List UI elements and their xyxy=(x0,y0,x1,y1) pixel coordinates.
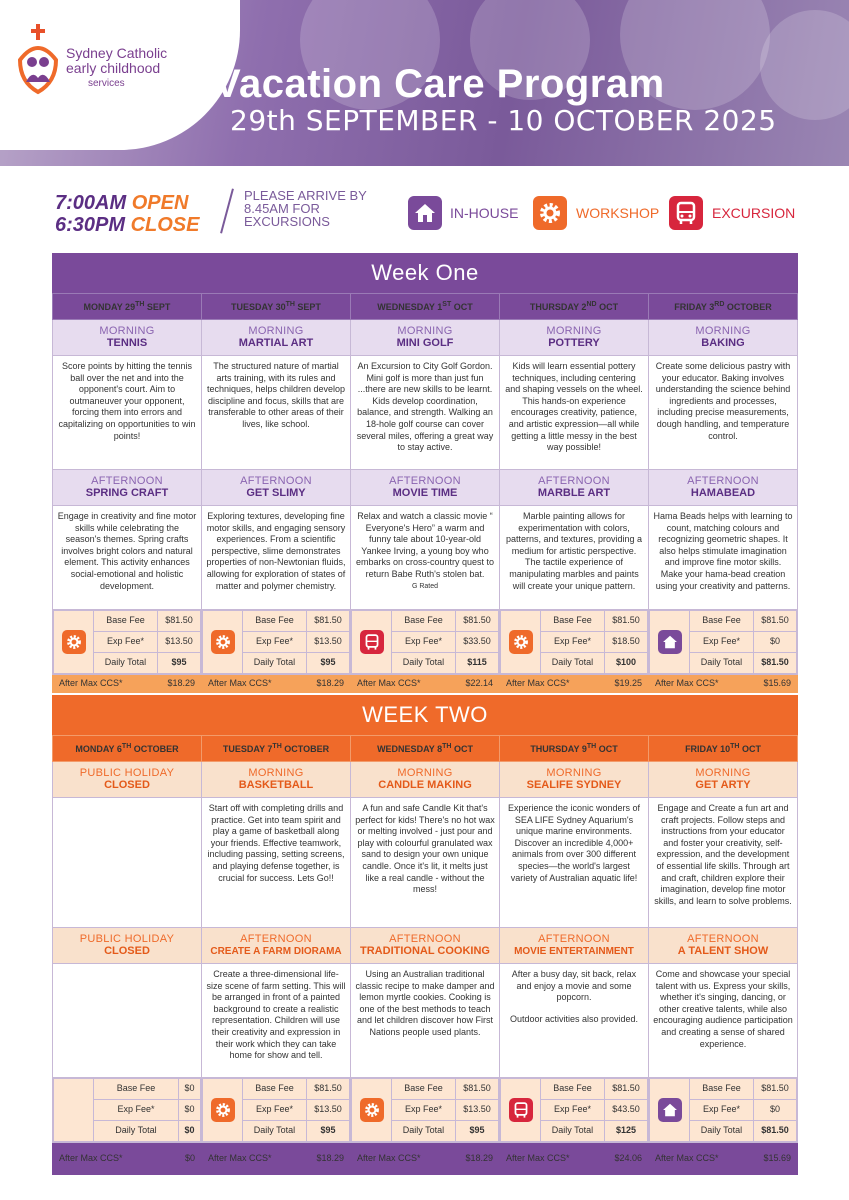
after-max-cell xyxy=(202,675,351,693)
slot-label: MORNING xyxy=(397,324,453,337)
day-name: FRIDAY 10 xyxy=(685,744,731,755)
arrival-note-line: PLEASE ARRIVE BY xyxy=(244,188,367,203)
activity-name: MARBLE ART xyxy=(537,486,611,499)
slot-label: MORNING xyxy=(99,324,155,337)
day-name: THURSDAY 2 xyxy=(529,302,587,313)
bus-icon xyxy=(673,200,699,226)
day-header xyxy=(53,736,202,762)
week-two-afternoon-row xyxy=(53,928,798,964)
slot-label: AFTERNOON xyxy=(538,932,610,945)
week-one-after-max-row xyxy=(53,675,798,693)
house-icon xyxy=(658,630,682,654)
fee-icon-cell xyxy=(203,1079,243,1142)
week-two-fee-row xyxy=(53,1078,798,1143)
activity-name: POTTERY xyxy=(548,336,600,349)
after-max-label: After Max CCS* xyxy=(59,1152,123,1163)
daily-total-value: $95 xyxy=(306,1121,349,1142)
day-suffix: ND xyxy=(586,301,597,309)
slot-label: MORNING xyxy=(546,766,602,779)
activity-description xyxy=(53,798,202,928)
day-suffix: TH xyxy=(272,743,282,751)
base-fee-label: Base Fee xyxy=(690,1079,754,1100)
base-fee-label: Base Fee xyxy=(392,611,456,632)
fee-block xyxy=(202,1078,351,1143)
base-fee-value: $81.50 xyxy=(604,611,647,632)
fee-table xyxy=(53,610,201,674)
activity-name: MOVIE ENTERTAINMENT xyxy=(514,945,634,957)
exp-fee-label: Exp Fee* xyxy=(392,632,456,653)
morning-slot xyxy=(649,762,798,798)
after-max-label: After Max CCS* xyxy=(208,1152,272,1163)
exp-fee-label: Exp Fee* xyxy=(94,632,158,653)
fee-block xyxy=(53,610,202,675)
after-max-value: $18.29 xyxy=(316,677,344,688)
fee-block xyxy=(500,1078,649,1143)
day-suffix: RD xyxy=(714,301,725,309)
morning-slot xyxy=(500,762,649,798)
day-name: MONDAY 6 xyxy=(75,744,122,755)
fee-block xyxy=(53,1078,202,1143)
after-max-cell xyxy=(351,675,500,693)
exp-fee-value: $13.50 xyxy=(157,632,200,653)
afternoon-slot xyxy=(53,470,202,506)
base-fee-value: $81.50 xyxy=(455,1079,498,1100)
legend-workshop-label: WORKSHOP xyxy=(576,205,660,221)
activity-name: BAKING xyxy=(701,336,745,349)
activity-description xyxy=(53,964,202,1078)
base-fee-value: $81.50 xyxy=(753,1079,796,1100)
fee-icon-cell xyxy=(54,611,94,674)
day-month: OCTOBER xyxy=(281,744,330,755)
day-header xyxy=(649,736,798,762)
close-time: 6:30PM xyxy=(55,214,126,236)
day-name: TUESDAY 30 xyxy=(231,302,286,313)
legend-excursion-label: EXCURSION xyxy=(712,205,796,221)
open-time: 7:00AM xyxy=(55,192,127,214)
gear-icon xyxy=(211,1098,235,1122)
day-suffix: TH xyxy=(285,301,295,309)
day-month: OCT xyxy=(596,744,618,755)
day-header xyxy=(649,294,798,320)
activity-description xyxy=(351,506,500,610)
slot-label: MORNING xyxy=(248,766,304,779)
activity-description-text: Relax and watch a classic movie “ Everyone's Hero” a warm and funny tale about 10-year-old Yankee Irving, a young boy who embarks on cross-country quest to return Babe Ruth's stolen bat. xyxy=(355,511,495,579)
day-month: OCTOBER xyxy=(131,744,179,755)
day-name: TUESDAY 7 xyxy=(222,744,273,755)
fee-icon-cell xyxy=(352,1079,392,1142)
week-one-table xyxy=(52,293,798,693)
afternoon-slot xyxy=(351,470,500,506)
slot-label: MORNING xyxy=(695,766,751,779)
base-fee-value: $81.50 xyxy=(306,611,349,632)
bus-icon xyxy=(509,1098,533,1122)
base-fee-label: Base Fee xyxy=(243,1079,307,1100)
activity-name: TENNIS xyxy=(106,336,148,349)
base-fee-value: $81.50 xyxy=(604,1079,647,1100)
base-fee-label: Base Fee xyxy=(690,611,754,632)
slot-label: AFTERNOON xyxy=(687,474,759,487)
daily-total-label: Daily Total xyxy=(243,1121,307,1142)
activity-description: An Excursion to City Golf Gordon. Mini golf is more than just fun ...there are new skills to be learnt. Kids develop coordination, balance, and strength. Walking an 18-hole golf course can cover several miles, offering a great way to stay active. xyxy=(351,356,500,470)
activity-name: MOVIE TIME xyxy=(392,486,458,499)
day-header xyxy=(202,294,351,320)
day-suffix: ST xyxy=(442,301,452,309)
activity-description: Create a three-dimensional life-size scene of farm setting. This will be arranged in front of a painted background to create a realistic representation. Children will use their creativity and expression in their work which they can take home for show and tell. xyxy=(202,964,351,1078)
day-name: WEDNESDAY 1 xyxy=(377,302,443,313)
day-month: OCT xyxy=(739,744,761,755)
exp-fee-value: $43.50 xyxy=(604,1100,647,1121)
gear-icon xyxy=(360,1098,384,1122)
after-max-label: After Max CCS* xyxy=(506,1152,570,1163)
afternoon-slot xyxy=(500,470,649,506)
arrival-note-line: EXCURSIONS xyxy=(244,214,330,229)
day-name: MONDAY 29 xyxy=(83,302,136,313)
activity-description: Marble painting allows for experimentation with colors, patterns, and textures, providing a medium for artistic perspective. The tactile experience of manipulating marbles and paints will create your unique pattern. xyxy=(500,506,649,610)
week-two-morning-row xyxy=(53,762,798,798)
daily-total-label: Daily Total xyxy=(392,1121,456,1142)
legend-gear-icon xyxy=(533,196,567,230)
fee-table xyxy=(53,1078,201,1142)
base-fee-label: Base Fee xyxy=(94,1079,179,1100)
slot-label: AFTERNOON xyxy=(91,474,163,487)
divider-slash xyxy=(220,189,234,234)
daily-total-value: $81.50 xyxy=(753,653,796,674)
fee-block xyxy=(351,1078,500,1143)
day-month: OCTOBER xyxy=(724,302,772,313)
activity-name: SPRING CRAFT xyxy=(85,486,169,499)
daily-total-value: $125 xyxy=(604,1121,647,1142)
fee-block xyxy=(649,1078,798,1143)
after-max-cell xyxy=(202,1143,351,1175)
after-max-value: $22.14 xyxy=(465,677,493,688)
after-max-cell xyxy=(53,1143,202,1175)
after-max-value: $19.25 xyxy=(614,677,642,688)
fee-icon-cell xyxy=(650,611,690,674)
activity-name: HAMABEAD xyxy=(690,486,756,499)
after-max-value: $18.29 xyxy=(465,1152,493,1163)
fee-table xyxy=(202,1078,350,1142)
daily-total-value: $95 xyxy=(306,653,349,674)
morning-slot xyxy=(53,320,202,356)
logo-line2: early childhood xyxy=(66,60,161,76)
after-max-label: After Max CCS* xyxy=(655,677,719,688)
activity-description: Experience the iconic wonders of SEA LIFE Sydney Aquarium's unique marine environments. Discover an incredible 4,000+ animals from over 300 different species—the world's largest variety of Australian aquatic life! xyxy=(500,798,649,928)
opening-hours xyxy=(55,192,200,236)
day-month: SEPT xyxy=(294,302,321,313)
day-header xyxy=(500,294,649,320)
activity-name: TRADITIONAL COOKING xyxy=(360,944,490,957)
after-max-cell xyxy=(649,1143,798,1175)
after-max-cell xyxy=(649,675,798,693)
daily-total-label: Daily Total xyxy=(690,653,754,674)
after-max-label: After Max CCS* xyxy=(357,677,421,688)
daily-total-label: Daily Total xyxy=(243,653,307,674)
day-header xyxy=(53,294,202,320)
exp-fee-label: Exp Fee* xyxy=(94,1100,179,1121)
day-header xyxy=(351,294,500,320)
activity-name: GET SLIMY xyxy=(246,486,306,499)
slot-label: AFTERNOON xyxy=(538,474,610,487)
after-max-value: $18.29 xyxy=(316,1152,344,1163)
week-one-day-row xyxy=(53,294,798,320)
page-subtitle: 29th SEPTEMBER - 10 OCTOBER 2025 xyxy=(230,104,777,137)
after-max-cell xyxy=(53,675,202,693)
base-fee-value: $81.50 xyxy=(157,611,200,632)
fee-table xyxy=(351,610,499,674)
legend-inhouse-label: IN-HOUSE xyxy=(450,205,519,221)
daily-total-value: $81.50 xyxy=(753,1121,796,1142)
base-fee-value: $81.50 xyxy=(306,1079,349,1100)
day-header xyxy=(351,736,500,762)
house-icon xyxy=(658,1098,682,1122)
daily-total-value: $115 xyxy=(455,653,498,674)
afternoon-slot xyxy=(351,928,500,964)
morning-slot xyxy=(202,762,351,798)
open-word: OPEN xyxy=(131,192,189,214)
after-max-label: After Max CCS* xyxy=(208,677,272,688)
gear-icon xyxy=(537,200,563,226)
exp-fee-value: $0 xyxy=(753,1100,796,1121)
day-header xyxy=(500,736,649,762)
exp-fee-value: $13.50 xyxy=(306,1100,349,1121)
fee-block xyxy=(500,610,649,675)
day-name: FRIDAY 3 xyxy=(674,302,715,313)
fee-icon-cell xyxy=(501,611,541,674)
activity-description: Hama Beads helps with learning to count, matching colours and recognizing geometric shapes. It also helps stimulate imagination and improve fine motor skills. Make your hama-bead creation using your creativity and patterns. xyxy=(649,506,798,610)
week-two-afternoon-desc-row xyxy=(53,964,798,1078)
fee-icon-cell xyxy=(501,1079,541,1142)
afternoon-slot xyxy=(202,928,351,964)
after-max-cell xyxy=(500,675,649,693)
logo-line3: services xyxy=(88,78,125,89)
activity-description: Come and showcase your special talent with us. Express your skills, whether it's singing, dancing, or other creative talents, while also encouraging audience participation and creating a sense of shared experience. xyxy=(649,964,798,1078)
fee-table xyxy=(500,610,648,674)
exp-fee-label: Exp Fee* xyxy=(243,632,307,653)
daily-total-label: Daily Total xyxy=(94,653,158,674)
after-max-cell xyxy=(500,1143,649,1175)
fee-icon-cell xyxy=(203,611,243,674)
activity-name: MINI GOLF xyxy=(396,336,454,349)
logo-line1: Sydney Catholic xyxy=(66,45,168,61)
close-word: CLOSE xyxy=(130,214,200,236)
exp-fee-value: $13.50 xyxy=(306,632,349,653)
slot-label: AFTERNOON xyxy=(389,932,461,945)
morning-slot xyxy=(351,320,500,356)
exp-fee-value: $0 xyxy=(753,632,796,653)
daily-total-value: $100 xyxy=(604,653,647,674)
week-one-afternoon-row xyxy=(53,470,798,506)
base-fee-label: Base Fee xyxy=(541,1079,605,1100)
after-max-value: $24.06 xyxy=(614,1152,642,1163)
slot-label: PUBLIC HOLIDAY xyxy=(79,932,175,945)
after-max-label: After Max CCS* xyxy=(506,677,570,688)
fee-icon-cell xyxy=(54,1079,94,1142)
morning-slot xyxy=(500,320,649,356)
after-max-value: $15.69 xyxy=(763,677,791,688)
activity-description: Score points by hitting the tennis ball over the net and into the opponent's court. Aim to outmaneuver your opponent, forcing them into errors and capitalizing on opportunities to win points! xyxy=(53,356,202,470)
daily-total-value: $95 xyxy=(455,1121,498,1142)
week-two-after-max-row xyxy=(53,1143,798,1175)
day-month: OCT xyxy=(451,744,473,755)
day-header xyxy=(202,736,351,762)
daily-total-value: $0 xyxy=(178,1121,200,1142)
day-month: OCT xyxy=(596,302,619,313)
base-fee-value: $81.50 xyxy=(753,611,796,632)
exp-fee-label: Exp Fee* xyxy=(690,1100,754,1121)
legend-house-icon xyxy=(408,196,442,230)
logo-text xyxy=(66,46,167,91)
exp-fee-value: $33.50 xyxy=(455,632,498,653)
morning-slot xyxy=(649,320,798,356)
morning-slot xyxy=(53,762,202,798)
exp-fee-label: Exp Fee* xyxy=(392,1100,456,1121)
activity-description xyxy=(500,964,649,1078)
bus-icon xyxy=(360,630,384,654)
fee-table xyxy=(500,1078,648,1142)
base-fee-label: Base Fee xyxy=(94,611,158,632)
sydney-catholic-logo-icon xyxy=(12,20,64,100)
week-one-morning-row xyxy=(53,320,798,356)
week-two-day-row xyxy=(53,736,798,762)
after-max-label: After Max CCS* xyxy=(357,1152,421,1163)
daily-total-label: Daily Total xyxy=(690,1121,754,1142)
slot-label: AFTERNOON xyxy=(389,474,461,487)
slot-label: MORNING xyxy=(397,766,453,779)
house-icon xyxy=(412,200,438,226)
activity-description: Engage and Create a fun art and craft projects. Follow steps and instructions from your educator and foster your creativity, self-expression, and the development of essential life skills. Through art and craft, children explore their imagination, develop fine motor skills, and learn to solve problems. xyxy=(649,798,798,928)
week-one-afternoon-desc-row xyxy=(53,506,798,610)
base-fee-label: Base Fee xyxy=(541,611,605,632)
daily-total-label: Daily Total xyxy=(392,653,456,674)
page-title: Vacation Care Program xyxy=(214,62,665,106)
activity-description: Exploring textures, developing fine motor skills, and engaging sensory experiences. From a scientific perspective, slime demonstrates properties of non-Newtonian fluids, allowing for exploration of states of matter and polymer chemistry. xyxy=(202,506,351,610)
after-max-value: $15.69 xyxy=(763,1152,791,1163)
afternoon-slot xyxy=(202,470,351,506)
after-max-label: After Max CCS* xyxy=(655,1152,719,1163)
activity-name: CREATE A FARM DIORAMA xyxy=(210,945,342,957)
base-fee-value: $0 xyxy=(178,1079,200,1100)
day-name: WEDNESDAY 8 xyxy=(377,744,443,755)
exp-fee-label: Exp Fee* xyxy=(243,1100,307,1121)
day-month: SEPT xyxy=(144,302,171,313)
fee-table xyxy=(649,1078,797,1142)
fee-block xyxy=(351,610,500,675)
slot-label: AFTERNOON xyxy=(687,932,759,945)
activity-name: MARTIAL ART xyxy=(238,336,314,349)
activity-name: GET ARTY xyxy=(695,778,751,791)
activity-name: BASKETBALL xyxy=(238,778,314,791)
afternoon-slot xyxy=(500,928,649,964)
morning-slot xyxy=(202,320,351,356)
arrival-note xyxy=(244,189,367,228)
daily-total-label: Daily Total xyxy=(541,653,605,674)
arrival-note-line: 8.45AM FOR xyxy=(244,201,320,216)
day-suffix: TH xyxy=(442,743,452,751)
day-suffix: TH xyxy=(586,743,597,751)
afternoon-slot xyxy=(649,470,798,506)
activity-name: A TALENT SHOW xyxy=(677,944,769,957)
exp-fee-label: Exp Fee* xyxy=(541,632,605,653)
week-two-header: WEEK TWO xyxy=(52,695,798,735)
afternoon-slot xyxy=(53,928,202,964)
day-name: THURSDAY 9 xyxy=(530,744,587,755)
daily-total-label: Daily Total xyxy=(94,1121,179,1142)
slot-label: PUBLIC HOLIDAY xyxy=(79,766,175,779)
fee-icon-cell xyxy=(352,611,392,674)
slot-label: MORNING xyxy=(695,324,751,337)
activity-description-text: After a busy day, sit back, relax and enjoy a movie and some popcorn. xyxy=(511,969,637,1003)
week-one-header: Week One xyxy=(52,253,798,293)
activity-description-note: Outdoor activities also provided. xyxy=(509,1013,639,1024)
week-one-morning-desc-row xyxy=(53,356,798,470)
activity-description: Using an Australian traditional classic recipe to make damper and lemon myrtle cookies. Cooking is one of the best methods to teach and let children discover how First Nations people used plants. xyxy=(351,964,500,1078)
morning-slot xyxy=(351,762,500,798)
slot-label: MORNING xyxy=(546,324,602,337)
activity-name: CLOSED xyxy=(104,944,150,957)
activity-description: Kids will learn essential pottery techniques, including centering and shaping vessels on the wheel. This hands-on experience encourages creativity, patience, and artistic expression—all while getting a little messy in the best way possible! xyxy=(500,356,649,470)
base-fee-value: $81.50 xyxy=(455,611,498,632)
fee-icon-cell xyxy=(650,1079,690,1142)
gear-icon xyxy=(509,630,533,654)
legend-bus-icon xyxy=(669,196,703,230)
day-month: OCT xyxy=(451,302,473,313)
after-max-cell xyxy=(351,1143,500,1175)
exp-fee-value: $0 xyxy=(178,1100,200,1121)
exp-fee-label: Exp Fee* xyxy=(690,632,754,653)
slot-label: AFTERNOON xyxy=(240,932,312,945)
activity-name: CLOSED xyxy=(104,778,150,791)
daily-total-value: $95 xyxy=(157,653,200,674)
fee-block xyxy=(202,610,351,675)
day-suffix: TH xyxy=(730,743,740,751)
fee-table xyxy=(202,610,350,674)
day-suffix: TH xyxy=(121,743,132,751)
slot-label: MORNING xyxy=(248,324,304,337)
exp-fee-label: Exp Fee* xyxy=(541,1100,605,1121)
movie-rating: G Rated xyxy=(411,582,439,590)
day-suffix: TH xyxy=(135,301,145,309)
afternoon-slot xyxy=(649,928,798,964)
after-max-value: $0 xyxy=(184,1152,195,1163)
base-fee-label: Base Fee xyxy=(243,611,307,632)
fee-table xyxy=(351,1078,499,1142)
gear-icon xyxy=(62,630,86,654)
exp-fee-value: $13.50 xyxy=(455,1100,498,1121)
week-two-morning-desc-row xyxy=(53,798,798,928)
after-max-label: After Max CCS* xyxy=(59,677,123,688)
gear-icon xyxy=(211,630,235,654)
activity-name: CANDLE MAKING xyxy=(378,778,472,791)
fee-block xyxy=(649,610,798,675)
activity-description: Create some delicious pastry with your educator. Baking involves understanding the science behind ingredients and processes, including precise measurements, dough handling, and temperature control. xyxy=(649,356,798,470)
week-one-fee-row xyxy=(53,610,798,675)
exp-fee-value: $18.50 xyxy=(604,632,647,653)
activity-description: Engage in creativity and fine motor skills while celebrating the season's themes. Spring crafts involves bright colors and natural element. This activity enhances social-emotional and holistic development. xyxy=(53,506,202,610)
fee-table xyxy=(649,610,797,674)
base-fee-label: Base Fee xyxy=(392,1079,456,1100)
activity-description: The structured nature of martial arts training, with its rules and techniques, helps children develop discipline and focus, skills that are transferable to other areas of their lives, like school. xyxy=(202,356,351,470)
week-two-table xyxy=(52,735,798,1175)
after-max-value: $18.29 xyxy=(167,677,195,688)
activity-name: SEALIFE SYDNEY xyxy=(526,778,622,791)
activity-description: A fun and safe Candle Kit that's perfect for kids! There's no hot wax or melting involved - just pour and play with colourful granulated wax sand to design your own unique candle. Once it's lit, it melts just like a real candle - without the mess! xyxy=(351,798,500,928)
daily-total-label: Daily Total xyxy=(541,1121,605,1142)
slot-label: AFTERNOON xyxy=(240,474,312,487)
activity-description: Start off with completing drills and practice. Get into team spirit and play a game of basketball along your friends. Effective teamwork, including passing, setting screens, and playing defense together, is crucial for success. Lets Go!! xyxy=(202,798,351,928)
